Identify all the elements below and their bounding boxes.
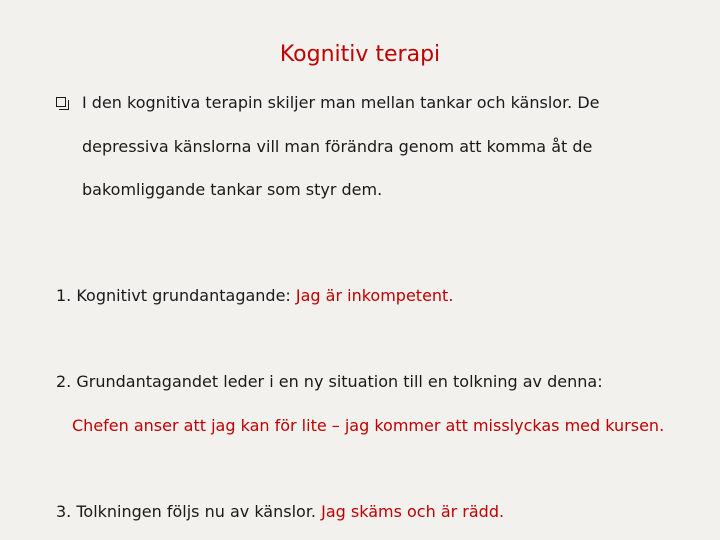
list-item-2: 2. Grundantagandet leder i en ny situation till en tolkning av denna: (56, 372, 603, 391)
checkbox-bullet-icon (56, 97, 66, 107)
bullet-text-line-1: I den kognitiva terapin skiljer man mellan tankar och känslor. De (82, 93, 600, 112)
list-item-3-highlight: Jag skäms och är rädd. (321, 502, 505, 521)
list-item-3-label: 3. Tolkningen följs nu av känslor. (56, 502, 322, 521)
list-item-3 (56, 502, 504, 521)
list-item-2-example: Chefen anser att jag kan för lite – jag kommer att misslyckas med kursen. (72, 416, 665, 435)
slide-title: Kognitiv terapi (279, 42, 441, 67)
list-item-1 (56, 286, 453, 305)
bullet-text-line-3: bakomliggande tankar som styr dem. (82, 180, 383, 199)
list-item-1-highlight: Jag är inkompetent. (295, 286, 454, 305)
bullet-text-line-2: depressiva känslorna vill man förändra genom att komma åt de (82, 137, 593, 156)
list-item-1-label: 1. Kognitivt grundantagande: (56, 286, 296, 305)
